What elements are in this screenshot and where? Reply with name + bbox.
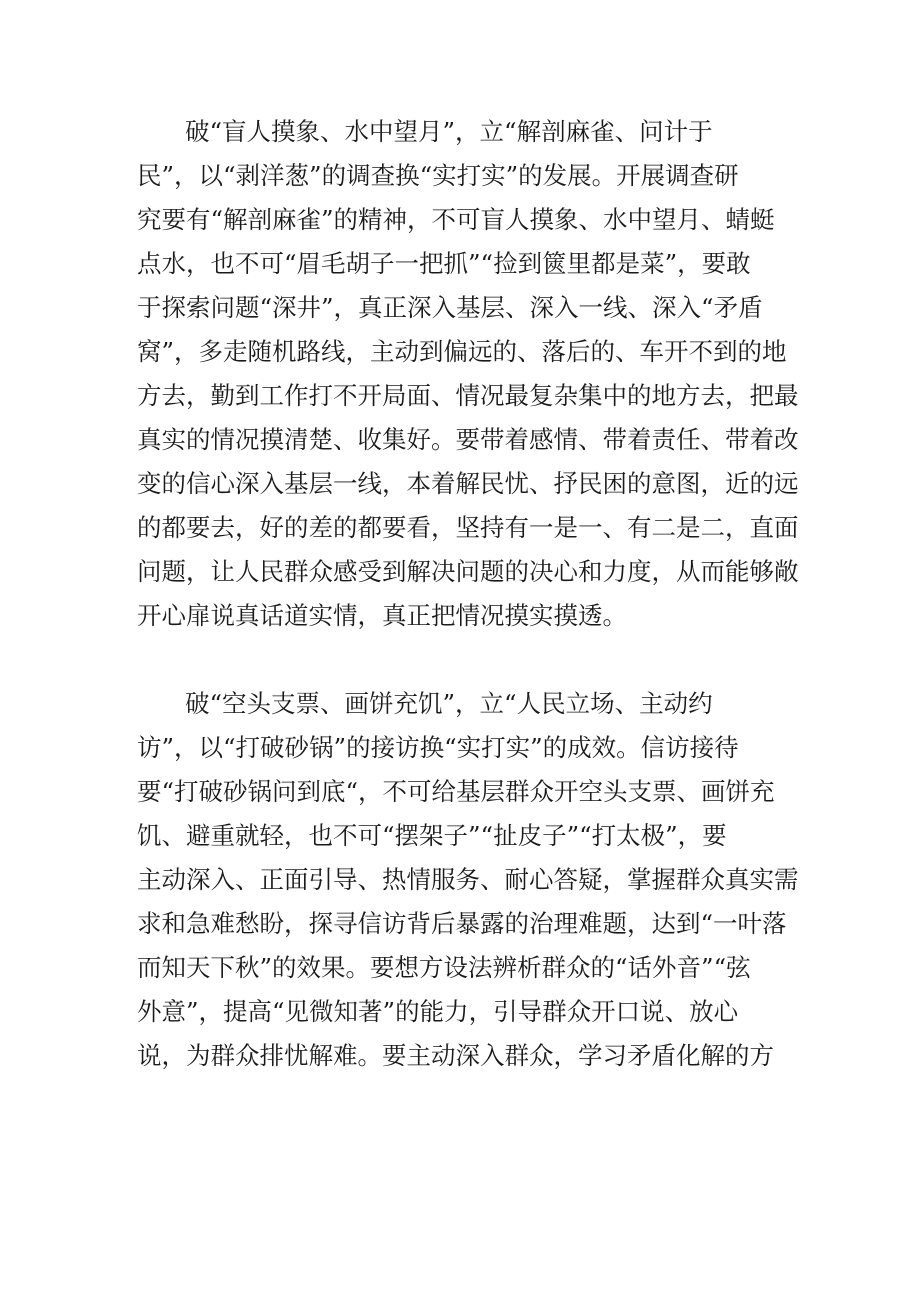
text-line: 说，为群众排忧解难。要主动深入群众，学习矛盾化解的方 xyxy=(137,1041,774,1070)
text-line: 外意”，提高“见微知著”的能力，引导群众开口说、放心 xyxy=(137,997,739,1026)
text-line: 主动深入、正面引导、热情服务、耐心答疑，掌握群众真实需 xyxy=(137,865,799,894)
text-line: 饥、避重就轻，也不可“摆架子”“扯皮子”“打太极”，要 xyxy=(137,821,727,850)
text-line: 方去，勤到工作打不开局面、情况最复杂集中的地方去，把最 xyxy=(137,381,799,410)
paragraph-2 xyxy=(137,682,799,1078)
text-line: 变的信心深入基层一线，本着解民忧、抒民困的意图，近的远 xyxy=(137,469,799,498)
text-line: 问题，让人民群众感受到解决问题的决心和力度，从而能够敞 xyxy=(137,557,799,586)
text-line: 访”，以“打破砂锅”的接访换“实打实”的成效。信访接待 xyxy=(137,733,739,762)
text-line: 破“盲人摸象、水中望月”，立“解剖麻雀、问计于 xyxy=(185,117,713,146)
text-line: 民”，以“剥洋葱”的调查换“实打实”的发展。开展调查研 xyxy=(137,161,739,190)
text-line: 求和急难愁盼，探寻信访背后暴露的治理难题，达到“一叶落 xyxy=(137,909,787,938)
text-line: 而知天下秋”的效果。要想方设法辨析群众的“话外音”“弦 xyxy=(137,953,751,982)
text-line: 究要有“解剖麻雀”的精神，不可盲人摸象、水中望月、蜻蜓 xyxy=(137,205,775,234)
text-line: 破“空头支票、画饼充饥”，立“人民立场、主动约 xyxy=(185,689,713,718)
paragraph-1 xyxy=(137,110,799,638)
text-line: 点水，也不可“眉毛胡子一把抓”“捡到篋里都是菜”，要敢 xyxy=(137,249,751,278)
text-line: 于探索问题“深井”，真正深入基层、深入一线、深入“矛盾 xyxy=(137,293,763,322)
text-line: 开心扉说真话道实情，真正把情况摸实摸透。 xyxy=(137,601,627,630)
text-line: 窝”，多走随机路线，主动到偏远的、落后的、车开不到的地 xyxy=(137,337,787,366)
text-line: 的都要去，好的差的都要看，坚持有一是一、有二是二，直面 xyxy=(137,513,799,542)
text-line: 真实的情况摸清楚、收集好。要带着感情、带着责任、带着改 xyxy=(137,425,799,454)
text-line: 要“打破砂锅问到底“，不可给基层群众开空头支票、画饼充 xyxy=(137,777,775,806)
